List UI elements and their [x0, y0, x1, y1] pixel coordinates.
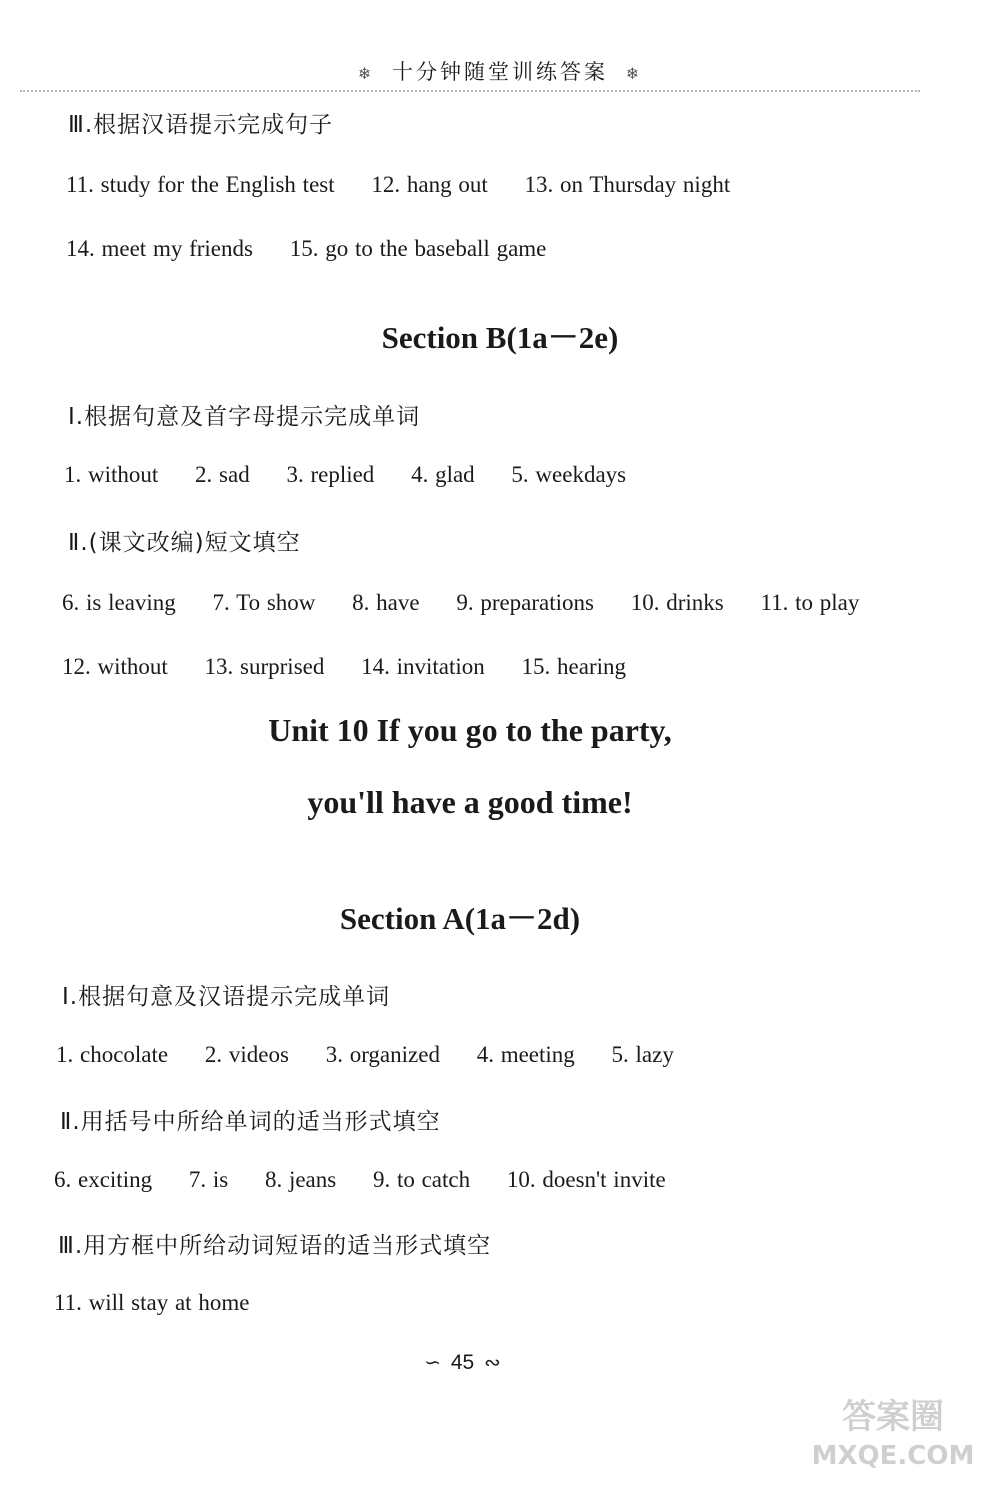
answer-row — [56, 1042, 704, 1068]
snowflake-icon: ❄ — [357, 64, 375, 83]
answer-item: 11. will stay at home — [54, 1290, 250, 1315]
question-heading: Ⅲ.根据汉语提示完成句子 — [68, 112, 334, 138]
svg-text:答案圈: 答案圈 — [842, 1397, 944, 1437]
answer-item: 6. is leaving — [62, 590, 176, 615]
answer-item: 13. surprised — [204, 654, 325, 679]
answer-item: 4. glad — [411, 462, 475, 487]
answer-item: 9. preparations — [456, 590, 594, 615]
scroll-ornament-icon: ∽ — [424, 1352, 441, 1374]
answer-item: 10. drinks — [630, 590, 724, 615]
answer-row — [54, 1167, 696, 1193]
answer-item: 14. meet my friends — [66, 236, 253, 261]
answer-row — [54, 1290, 279, 1316]
answer-item: 15. hearing — [521, 654, 626, 679]
answer-item: 6. exciting — [54, 1167, 153, 1192]
header-title: 十分钟随堂训练答案 — [392, 60, 608, 84]
answer-item: 11. study for the English test — [66, 172, 335, 197]
answer-item: 15. go to the baseball game — [289, 236, 547, 261]
answer-item: 7. is — [188, 1167, 229, 1192]
answer-item: 5. lazy — [611, 1042, 674, 1067]
answer-item: 8. jeans — [264, 1167, 337, 1192]
section-title: Section B(1a－2e) — [381, 320, 619, 355]
unit-subtitle: you'll have a good time! — [307, 784, 633, 820]
question-heading: Ⅱ.(课文改编)短文填空 — [68, 530, 301, 556]
answer-item: 14. invitation — [361, 654, 485, 679]
question-heading: Ⅲ.用方框中所给动词短语的适当形式填空 — [58, 1233, 492, 1259]
answer-item: 12. hang out — [371, 172, 488, 197]
section-title: Section A(1a－2d) — [339, 901, 581, 936]
answer-item: 5. weekdays — [511, 462, 627, 487]
answer-item: 8. have — [352, 590, 420, 615]
scroll-ornament-icon: ∾ — [484, 1352, 501, 1374]
page-header — [0, 56, 1000, 86]
svg-text:MXQE.COM: MXQE.COM — [811, 1441, 975, 1471]
answer-item: 3. organized — [325, 1042, 440, 1067]
answer-item: 13. on Thursday night — [524, 172, 731, 197]
answer-item: 7. To show — [212, 590, 316, 615]
question-heading: Ⅰ.根据句意及汉语提示完成单词 — [62, 984, 391, 1010]
answer-item: 1. chocolate — [56, 1042, 169, 1067]
question-heading: Ⅱ.用括号中所给单词的适当形式填空 — [60, 1109, 441, 1135]
answer-item: 4. meeting — [476, 1042, 575, 1067]
snowflake-icon: ❄ — [625, 64, 643, 83]
unit-title: Unit 10 If you go to the party, — [268, 712, 672, 748]
answer-row — [62, 654, 656, 680]
answer-row — [62, 590, 889, 616]
answer-item: 3. replied — [286, 462, 375, 487]
answer-item: 12. without — [62, 654, 168, 679]
answer-item: 2. videos — [204, 1042, 289, 1067]
question-heading: Ⅰ.根据句意及首字母提示完成单词 — [68, 404, 421, 430]
page-footer — [0, 1350, 925, 1375]
header-divider — [20, 90, 920, 92]
page-number: 45 — [450, 1351, 475, 1374]
answer-item: 1. without — [64, 462, 159, 487]
answer-row — [66, 236, 576, 262]
answer-row — [66, 172, 760, 198]
watermark-logo — [808, 1392, 978, 1472]
answer-row — [64, 462, 656, 488]
answer-item: 11. to play — [760, 590, 860, 615]
answer-item: 10. doesn't invite — [506, 1167, 666, 1192]
answer-item: 9. to catch — [372, 1167, 471, 1192]
answer-item: 2. sad — [195, 462, 250, 487]
